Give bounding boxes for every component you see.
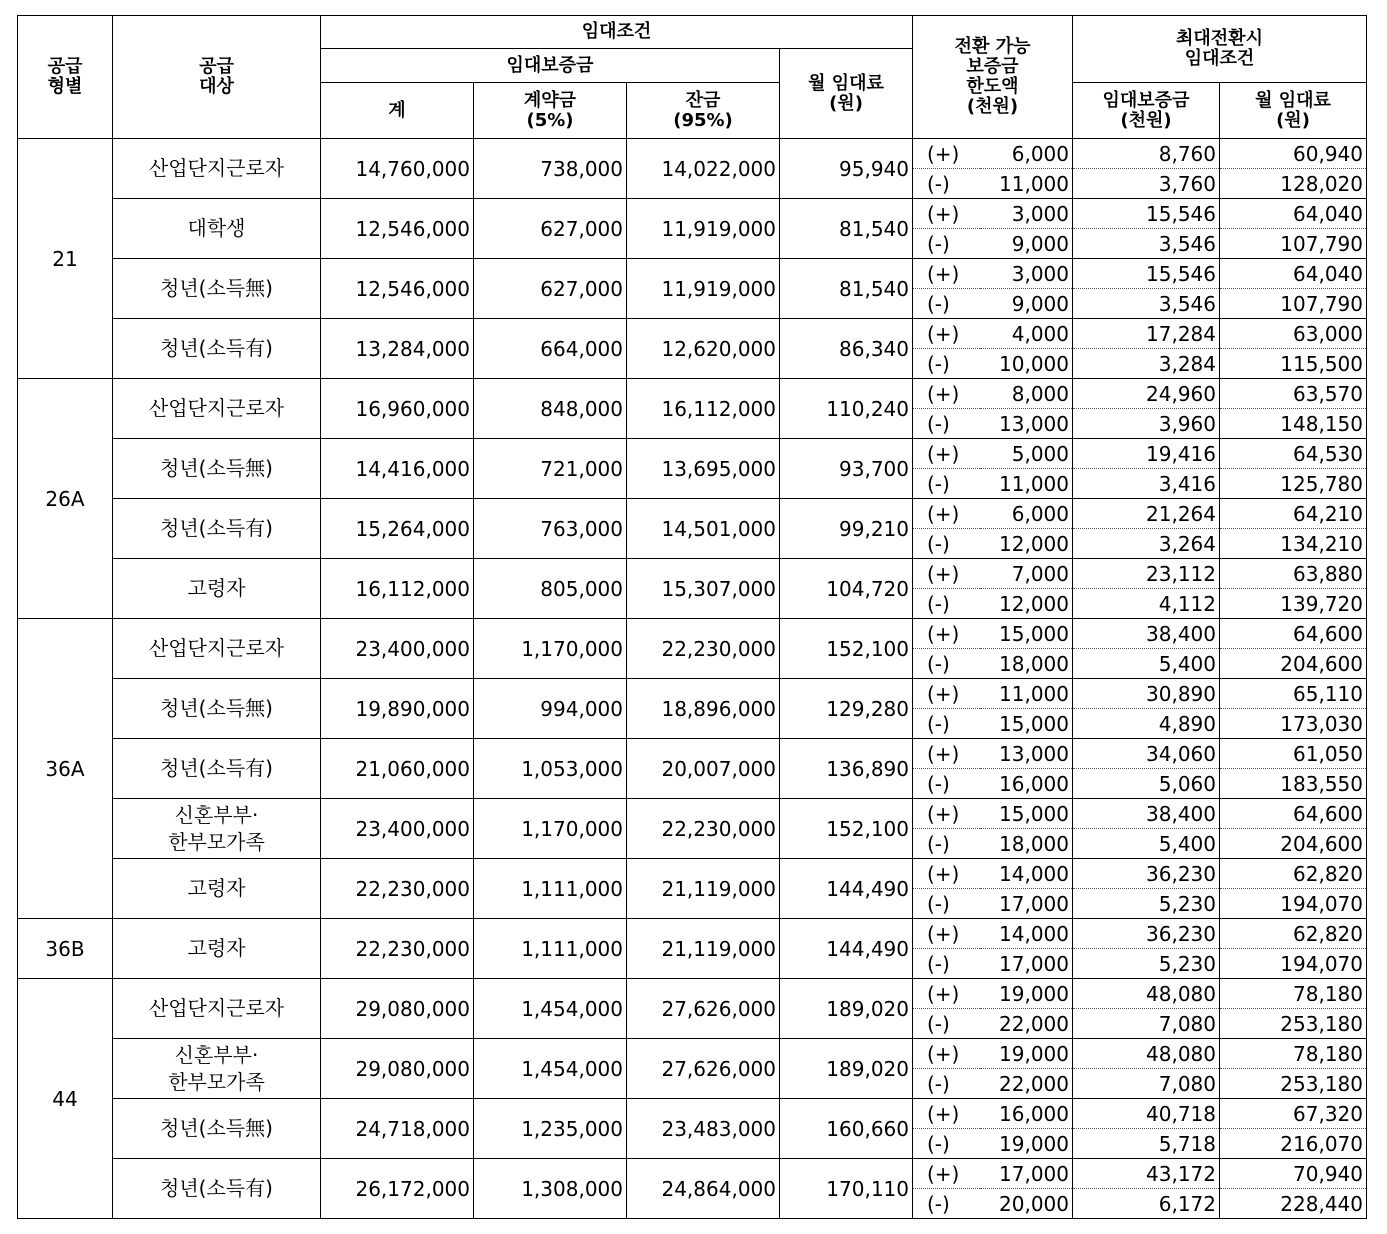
monthly-rent-cell: 81,540: [780, 199, 913, 259]
increase-limit: 6,000: [980, 499, 1073, 529]
deposit-total-cell: 15,264,000: [321, 499, 474, 559]
decrease-limit: 10,000: [980, 349, 1073, 379]
supply-target-cell: 고령자: [113, 919, 321, 979]
supply-target-cell: 신혼부부· 한부모가족: [113, 799, 321, 859]
max-rent-decrease: 228,440: [1220, 1189, 1367, 1219]
supply-target-cell: 대학생: [113, 199, 321, 259]
balance-amount-cell: 11,919,000: [627, 199, 780, 259]
decrease-sign: (-): [913, 289, 980, 319]
max-rent-increase: 65,110: [1220, 679, 1367, 709]
max-rent-increase: 60,940: [1220, 139, 1367, 169]
monthly-rent-cell: 170,110: [780, 1159, 913, 1219]
increase-limit: 4,000: [980, 319, 1073, 349]
supply-target-cell: 산업단지근로자: [113, 139, 321, 199]
contract-amount-cell: 1,170,000: [474, 799, 627, 859]
header-deposit: 임대보증금: [321, 49, 780, 83]
max-deposit-increase: 38,400: [1073, 799, 1220, 829]
table-row: [18, 439, 1367, 469]
balance-amount-cell: 22,230,000: [627, 799, 780, 859]
supply-type-cell: 44: [18, 979, 113, 1219]
max-rent-decrease: 253,180: [1220, 1069, 1367, 1099]
contract-amount-cell: 1,111,000: [474, 919, 627, 979]
balance-amount-cell: 12,620,000: [627, 319, 780, 379]
max-deposit-increase: 48,080: [1073, 979, 1220, 1009]
header-convertible-limit: 전환 가능 보증금 한도액 (천원): [913, 16, 1073, 139]
max-deposit-increase: 19,416: [1073, 439, 1220, 469]
decrease-limit: 18,000: [980, 649, 1073, 679]
max-rent-decrease: 148,150: [1220, 409, 1367, 439]
header-type: 공급 형별: [18, 16, 113, 139]
decrease-sign: (-): [913, 1009, 980, 1039]
max-deposit-increase: 40,718: [1073, 1099, 1220, 1129]
max-rent-increase: 67,320: [1220, 1099, 1367, 1129]
deposit-total-cell: 23,400,000: [321, 619, 474, 679]
max-rent-decrease: 139,720: [1220, 589, 1367, 619]
decrease-sign: (-): [913, 349, 980, 379]
max-deposit-decrease: 5,230: [1073, 889, 1220, 919]
max-deposit-decrease: 7,080: [1073, 1009, 1220, 1039]
decrease-sign: (-): [913, 589, 980, 619]
deposit-total-cell: 13,284,000: [321, 319, 474, 379]
max-rent-increase: 61,050: [1220, 739, 1367, 769]
max-rent-decrease: 194,070: [1220, 949, 1367, 979]
balance-amount-cell: 16,112,000: [627, 379, 780, 439]
decrease-sign: (-): [913, 169, 980, 199]
max-rent-decrease: 194,070: [1220, 889, 1367, 919]
contract-amount-cell: 627,000: [474, 259, 627, 319]
supply-type-cell: 36A: [18, 619, 113, 919]
deposit-total-cell: 29,080,000: [321, 979, 474, 1039]
max-deposit-decrease: 3,264: [1073, 529, 1220, 559]
max-rent-increase: 64,600: [1220, 799, 1367, 829]
decrease-limit: 12,000: [980, 589, 1073, 619]
increase-limit: 15,000: [980, 799, 1073, 829]
decrease-sign: (-): [913, 469, 980, 499]
max-deposit-increase: 15,546: [1073, 199, 1220, 229]
table-row: [18, 739, 1367, 769]
balance-amount-cell: 27,626,000: [627, 1039, 780, 1099]
contract-amount-cell: 664,000: [474, 319, 627, 379]
header-total: 계: [321, 83, 474, 139]
header-max-deposit: 임대보증금 (천원): [1073, 83, 1220, 139]
max-rent-increase: 63,000: [1220, 319, 1367, 349]
decrease-sign: (-): [913, 949, 980, 979]
max-rent-decrease: 115,500: [1220, 349, 1367, 379]
max-deposit-decrease: 5,400: [1073, 829, 1220, 859]
decrease-sign: (-): [913, 709, 980, 739]
increase-limit: 5,000: [980, 439, 1073, 469]
header-max-conversion: 최대전환시 임대조건: [1073, 16, 1367, 83]
decrease-sign: (-): [913, 829, 980, 859]
contract-amount-cell: 721,000: [474, 439, 627, 499]
deposit-total-cell: 24,718,000: [321, 1099, 474, 1159]
increase-limit: 13,000: [980, 739, 1073, 769]
max-deposit-decrease: 4,112: [1073, 589, 1220, 619]
monthly-rent-cell: 144,490: [780, 859, 913, 919]
max-rent-decrease: 216,070: [1220, 1129, 1367, 1159]
decrease-sign: (-): [913, 1069, 980, 1099]
max-rent-decrease: 253,180: [1220, 1009, 1367, 1039]
balance-amount-cell: 11,919,000: [627, 259, 780, 319]
table-row: [18, 199, 1367, 229]
increase-sign: (+): [913, 379, 980, 409]
max-deposit-increase: 8,760: [1073, 139, 1220, 169]
max-deposit-decrease: 3,760: [1073, 169, 1220, 199]
decrease-limit: 20,000: [980, 1189, 1073, 1219]
contract-amount-cell: 994,000: [474, 679, 627, 739]
supply-target-cell: 고령자: [113, 559, 321, 619]
max-rent-increase: 64,040: [1220, 199, 1367, 229]
table-row: [18, 1159, 1367, 1189]
decrease-sign: (-): [913, 529, 980, 559]
increase-limit: 8,000: [980, 379, 1073, 409]
max-deposit-decrease: 3,960: [1073, 409, 1220, 439]
max-deposit-increase: 38,400: [1073, 619, 1220, 649]
max-rent-increase: 63,880: [1220, 559, 1367, 589]
decrease-limit: 11,000: [980, 169, 1073, 199]
max-deposit-increase: 15,546: [1073, 259, 1220, 289]
increase-sign: (+): [913, 1159, 980, 1189]
monthly-rent-cell: 152,100: [780, 619, 913, 679]
contract-amount-cell: 1,454,000: [474, 1039, 627, 1099]
contract-amount-cell: 1,111,000: [474, 859, 627, 919]
increase-limit: 6,000: [980, 139, 1073, 169]
max-rent-increase: 64,530: [1220, 439, 1367, 469]
deposit-total-cell: 16,112,000: [321, 559, 474, 619]
table-row: [18, 499, 1367, 529]
increase-limit: 3,000: [980, 199, 1073, 229]
balance-amount-cell: 23,483,000: [627, 1099, 780, 1159]
max-rent-decrease: 173,030: [1220, 709, 1367, 739]
increase-limit: 11,000: [980, 679, 1073, 709]
contract-amount-cell: 1,308,000: [474, 1159, 627, 1219]
max-deposit-decrease: 5,230: [1073, 949, 1220, 979]
max-deposit-increase: 36,230: [1073, 859, 1220, 889]
decrease-limit: 22,000: [980, 1009, 1073, 1039]
increase-sign: (+): [913, 1099, 980, 1129]
table-row: [18, 319, 1367, 349]
decrease-sign: (-): [913, 229, 980, 259]
max-deposit-decrease: 3,284: [1073, 349, 1220, 379]
increase-sign: (+): [913, 679, 980, 709]
increase-limit: 16,000: [980, 1099, 1073, 1129]
supply-target-cell: 산업단지근로자: [113, 979, 321, 1039]
deposit-total-cell: 23,400,000: [321, 799, 474, 859]
max-rent-increase: 62,820: [1220, 859, 1367, 889]
max-deposit-decrease: 5,400: [1073, 649, 1220, 679]
supply-target-cell: 청년(소득有): [113, 319, 321, 379]
increase-limit: 19,000: [980, 979, 1073, 1009]
deposit-total-cell: 19,890,000: [321, 679, 474, 739]
max-deposit-decrease: 4,890: [1073, 709, 1220, 739]
decrease-limit: 18,000: [980, 829, 1073, 859]
monthly-rent-cell: 129,280: [780, 679, 913, 739]
increase-sign: (+): [913, 799, 980, 829]
balance-amount-cell: 21,119,000: [627, 919, 780, 979]
balance-amount-cell: 14,022,000: [627, 139, 780, 199]
monthly-rent-cell: 136,890: [780, 739, 913, 799]
balance-amount-cell: 14,501,000: [627, 499, 780, 559]
max-rent-increase: 70,940: [1220, 1159, 1367, 1189]
supply-target-cell: 산업단지근로자: [113, 379, 321, 439]
max-deposit-increase: 36,230: [1073, 919, 1220, 949]
increase-limit: 15,000: [980, 619, 1073, 649]
max-deposit-decrease: 5,060: [1073, 769, 1220, 799]
table-row: [18, 379, 1367, 409]
max-deposit-increase: 24,960: [1073, 379, 1220, 409]
header-balance: 잔금 (95%): [627, 83, 780, 139]
table-row: [18, 1099, 1367, 1129]
monthly-rent-cell: 93,700: [780, 439, 913, 499]
supply-target-cell: 청년(소득有): [113, 1159, 321, 1219]
decrease-limit: 12,000: [980, 529, 1073, 559]
header-max-rent: 월 임대료 (원): [1220, 83, 1367, 139]
decrease-limit: 15,000: [980, 709, 1073, 739]
supply-target-cell: 청년(소득無): [113, 679, 321, 739]
max-rent-decrease: 107,790: [1220, 229, 1367, 259]
deposit-total-cell: 21,060,000: [321, 739, 474, 799]
supply-target-cell: 청년(소득無): [113, 1099, 321, 1159]
contract-amount-cell: 848,000: [474, 379, 627, 439]
max-deposit-increase: 17,284: [1073, 319, 1220, 349]
table-row: [18, 919, 1367, 949]
increase-sign: (+): [913, 439, 980, 469]
decrease-limit: 17,000: [980, 889, 1073, 919]
max-rent-decrease: 107,790: [1220, 289, 1367, 319]
contract-amount-cell: 1,170,000: [474, 619, 627, 679]
increase-sign: (+): [913, 979, 980, 1009]
increase-limit: 3,000: [980, 259, 1073, 289]
deposit-total-cell: 12,546,000: [321, 199, 474, 259]
contract-amount-cell: 1,454,000: [474, 979, 627, 1039]
table-row: [18, 979, 1367, 1009]
balance-amount-cell: 24,864,000: [627, 1159, 780, 1219]
header-monthly-rent: 월 임대료 (원): [780, 49, 913, 139]
decrease-sign: (-): [913, 769, 980, 799]
decrease-limit: 19,000: [980, 1129, 1073, 1159]
balance-amount-cell: 20,007,000: [627, 739, 780, 799]
balance-amount-cell: 13,695,000: [627, 439, 780, 499]
increase-limit: 19,000: [980, 1039, 1073, 1069]
increase-limit: 14,000: [980, 859, 1073, 889]
max-deposit-decrease: 3,416: [1073, 469, 1220, 499]
max-deposit-decrease: 5,718: [1073, 1129, 1220, 1159]
monthly-rent-cell: 189,020: [780, 979, 913, 1039]
max-rent-increase: 78,180: [1220, 1039, 1367, 1069]
decrease-sign: (-): [913, 889, 980, 919]
max-deposit-decrease: 6,172: [1073, 1189, 1220, 1219]
increase-sign: (+): [913, 619, 980, 649]
decrease-limit: 9,000: [980, 289, 1073, 319]
max-deposit-decrease: 3,546: [1073, 229, 1220, 259]
contract-amount-cell: 1,053,000: [474, 739, 627, 799]
contract-amount-cell: 805,000: [474, 559, 627, 619]
table-row: [18, 1039, 1367, 1069]
deposit-total-cell: 12,546,000: [321, 259, 474, 319]
max-rent-increase: 62,820: [1220, 919, 1367, 949]
monthly-rent-cell: 110,240: [780, 379, 913, 439]
monthly-rent-cell: 152,100: [780, 799, 913, 859]
increase-sign: (+): [913, 559, 980, 589]
supply-target-cell: 청년(소득有): [113, 499, 321, 559]
balance-amount-cell: 22,230,000: [627, 619, 780, 679]
deposit-total-cell: 22,230,000: [321, 919, 474, 979]
supply-type-cell: 36B: [18, 919, 113, 979]
supply-type-cell: 21: [18, 139, 113, 379]
table-row: [18, 139, 1367, 169]
balance-amount-cell: 15,307,000: [627, 559, 780, 619]
table-row: [18, 559, 1367, 589]
max-deposit-increase: 23,112: [1073, 559, 1220, 589]
decrease-sign: (-): [913, 1189, 980, 1219]
max-deposit-increase: 43,172: [1073, 1159, 1220, 1189]
header-target: 공급 대상: [113, 16, 321, 139]
monthly-rent-cell: 99,210: [780, 499, 913, 559]
max-rent-decrease: 183,550: [1220, 769, 1367, 799]
max-rent-decrease: 128,020: [1220, 169, 1367, 199]
increase-sign: (+): [913, 199, 980, 229]
increase-limit: 17,000: [980, 1159, 1073, 1189]
balance-amount-cell: 18,896,000: [627, 679, 780, 739]
decrease-sign: (-): [913, 409, 980, 439]
max-rent-increase: 78,180: [1220, 979, 1367, 1009]
max-rent-decrease: 134,210: [1220, 529, 1367, 559]
increase-sign: (+): [913, 1039, 980, 1069]
max-deposit-increase: 48,080: [1073, 1039, 1220, 1069]
deposit-total-cell: 14,416,000: [321, 439, 474, 499]
table-row: [18, 619, 1367, 649]
supply-target-cell: 청년(소득無): [113, 439, 321, 499]
max-deposit-decrease: 7,080: [1073, 1069, 1220, 1099]
max-deposit-increase: 30,890: [1073, 679, 1220, 709]
contract-amount-cell: 1,235,000: [474, 1099, 627, 1159]
monthly-rent-cell: 81,540: [780, 259, 913, 319]
increase-sign: (+): [913, 739, 980, 769]
decrease-limit: 9,000: [980, 229, 1073, 259]
deposit-total-cell: 14,760,000: [321, 139, 474, 199]
supply-target-cell: 청년(소득無): [113, 259, 321, 319]
monthly-rent-cell: 160,660: [780, 1099, 913, 1159]
table-row: [18, 259, 1367, 289]
lease-conditions-table: [17, 15, 1367, 1219]
supply-type-cell: 26A: [18, 379, 113, 619]
table-row: [18, 679, 1367, 709]
decrease-limit: 17,000: [980, 949, 1073, 979]
balance-amount-cell: 21,119,000: [627, 859, 780, 919]
table-row: [18, 799, 1367, 829]
decrease-sign: (-): [913, 649, 980, 679]
contract-amount-cell: 738,000: [474, 139, 627, 199]
increase-limit: 14,000: [980, 919, 1073, 949]
monthly-rent-cell: 95,940: [780, 139, 913, 199]
decrease-limit: 22,000: [980, 1069, 1073, 1099]
contract-amount-cell: 763,000: [474, 499, 627, 559]
contract-amount-cell: 627,000: [474, 199, 627, 259]
header-contract: 계약금 (5%): [474, 83, 627, 139]
max-deposit-decrease: 3,546: [1073, 289, 1220, 319]
max-rent-decrease: 204,600: [1220, 829, 1367, 859]
monthly-rent-cell: 104,720: [780, 559, 913, 619]
max-rent-increase: 63,570: [1220, 379, 1367, 409]
decrease-limit: 11,000: [980, 469, 1073, 499]
increase-sign: (+): [913, 859, 980, 889]
balance-amount-cell: 27,626,000: [627, 979, 780, 1039]
increase-sign: (+): [913, 319, 980, 349]
increase-sign: (+): [913, 139, 980, 169]
supply-target-cell: 청년(소득有): [113, 739, 321, 799]
decrease-limit: 16,000: [980, 769, 1073, 799]
decrease-limit: 13,000: [980, 409, 1073, 439]
supply-target-cell: 신혼부부· 한부모가족: [113, 1039, 321, 1099]
monthly-rent-cell: 189,020: [780, 1039, 913, 1099]
monthly-rent-cell: 86,340: [780, 319, 913, 379]
max-rent-increase: 64,040: [1220, 259, 1367, 289]
increase-sign: (+): [913, 919, 980, 949]
increase-sign: (+): [913, 259, 980, 289]
deposit-total-cell: 22,230,000: [321, 859, 474, 919]
supply-target-cell: 고령자: [113, 859, 321, 919]
supply-target-cell: 산업단지근로자: [113, 619, 321, 679]
max-rent-decrease: 125,780: [1220, 469, 1367, 499]
monthly-rent-cell: 144,490: [780, 919, 913, 979]
deposit-total-cell: 29,080,000: [321, 1039, 474, 1099]
deposit-total-cell: 26,172,000: [321, 1159, 474, 1219]
table-body: [18, 139, 1367, 1219]
max-deposit-increase: 21,264: [1073, 499, 1220, 529]
max-deposit-increase: 34,060: [1073, 739, 1220, 769]
header-lease-conditions: 임대조건: [321, 16, 913, 49]
max-rent-decrease: 204,600: [1220, 649, 1367, 679]
deposit-total-cell: 16,960,000: [321, 379, 474, 439]
increase-sign: (+): [913, 499, 980, 529]
decrease-sign: (-): [913, 1129, 980, 1159]
max-rent-increase: 64,210: [1220, 499, 1367, 529]
max-rent-increase: 64,600: [1220, 619, 1367, 649]
table-row: [18, 859, 1367, 889]
increase-limit: 7,000: [980, 559, 1073, 589]
